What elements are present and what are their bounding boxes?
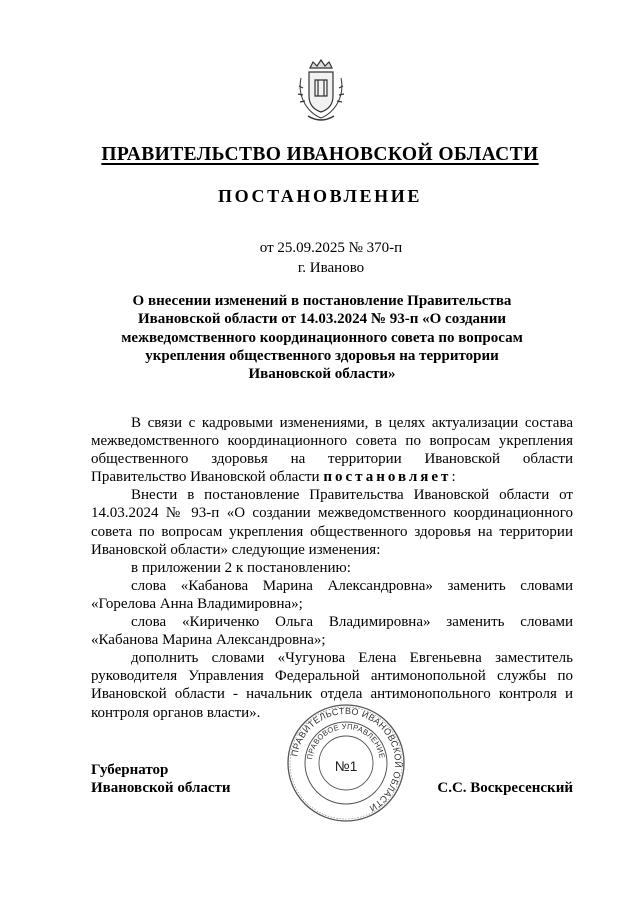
organization-title: ПРАВИТЕЛЬСТВО ИВАНОВСКОЙ ОБЛАСТИ [101,144,539,165]
decree-word: постановляет [323,469,452,486]
paragraph: слова «Кабанова Марина Александровна» заменить словами «Горелова Анна Владимировна»; [91,577,573,612]
document-body [91,414,573,722]
stamp-number: №1 [334,758,358,774]
signatory-title: Губернатор Ивановской области [91,762,231,796]
date-number: от 25.09.2025 № 370-п [259,240,403,256]
stamp-outer-text: ПРАВИТЕЛЬСТВО ИВАНОВСКОЙ ОБЛАСТИ [289,705,404,814]
document-type: ПОСТАНОВЛЕНИЕ [218,186,422,206]
date-number-block [0,238,640,278]
city: г. Иваново [297,260,365,276]
paragraph: в приложении 2 к постановлению: [131,559,351,576]
paragraph: В связи с кадровыми изменениями, в целях актуализации состава межведомственного координационного совета по вопросам укрепления общественного здоровья на территории Ивановской области Правительство Ивановской области постановляет: [91,415,573,486]
signatory-name: С.С. Воскресенский [437,780,573,796]
paragraph: дополнить словами «Чугунова Елена Евгеньевна заместитель руководителя Управления Федеральной антимонопольной службы по Ивановской области - начальник отдела антимонопольного контроля и контроля органов власти». [91,650,573,721]
paragraph: Внести в постановление Правительства Ивановской области от 14.03.2024 № 93-п «О создании межведомственного координационного совета по вопросам укрепления общественного здоровья на территории Ивановской области» следующие изменения: [91,487,573,558]
document-title: О внесении изменений в постановление Правительства Ивановской области от 14.03.2024 № 93-п «О создании межведомственного координационного совета по вопросам укрепления общественного здоровья на территории Ивановской области» [121,293,523,383]
coat-of-arms-icon [296,58,346,124]
svg-text:ПРАВОВОЕ УПРАВЛЕНИЕ [305,722,387,760]
stamp-inner-text: ПРАВОВОЕ УПРАВЛЕНИЕ [305,721,387,761]
paragraph: слова «Кириченко Ольга Владимировна» заменить словами «Кабанова Марина Александровна»; [91,614,573,649]
